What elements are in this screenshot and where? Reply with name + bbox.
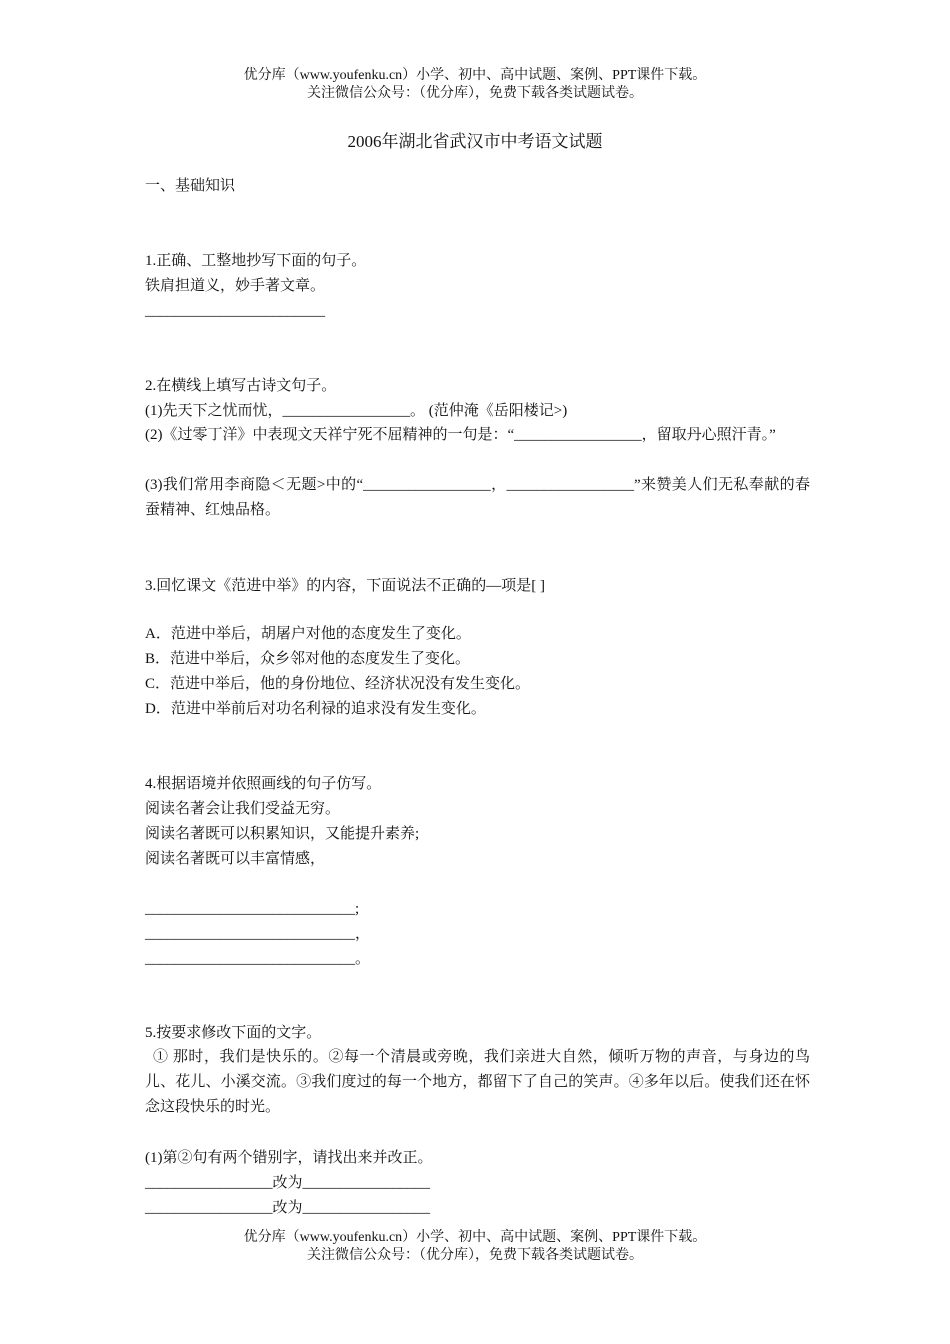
q5-stem: 5.按要求修改下面的文字。 [145,1025,322,1041]
q4-sample-line: 阅读名著会让我们受益无穷。 [145,801,341,817]
q4-stem: 4.根据语境并依照画线的句子仿写。 [145,776,382,792]
q2-part-3: (3)我们常用李商隐＜无题>中的“_________________，_________________”来赞美人们无私奉献的春蚕精神、红烛品格。 [145,477,810,518]
header-line-1: 优分库（www.youfenku.cn）小学、初中、高中试题、案例、PPT课件下载。 [243,68,707,83]
footer-line-1: 优分库（www.youfenku.cn）小学、初中、高中试题、案例、PPT课件下载。 [243,1230,707,1245]
q4-answer-blank-2: ____________________________， [145,926,371,942]
q3-option-d: D．范进中举前后对功名利禄的追求没有发生变化。 [145,701,486,717]
q5-correction-blank-2: _________________改为_________________ [145,1200,431,1216]
q3-stem: 3.回忆课文《范进中举》的内容，下面说法不正确的—项是[ ] [145,578,545,594]
q3-option-c: C．范进中举后，他的身份地位、经济状况没有发生变化。 [145,676,531,692]
q3-option-b: B．范进中举后，众乡邻对他的态度发生了变化。 [145,651,471,667]
q4-answer-blank-3: ____________________________。 [145,951,371,967]
header-line-2: 关注微信公众号：（优分库），免费下载各类试题试卷。 [307,86,643,101]
q4-answer-blank-1: ____________________________; [145,901,360,917]
section-heading: 一、基础知识 [145,178,236,194]
q5-subquestion-1: (1)第②句有两个错别字，请找出来并改正。 [145,1150,433,1166]
page-footer [0,1229,950,1265]
document-title: 2006年湖北省武汉市中考语文试题 [347,132,603,151]
q5-passage: ① 那时，我们是快乐的。②每一个清晨或旁晚，我们亲进大自然，倾听万物的声音，与身边的鸟儿、花儿、小溪交流。③我们度过的每一个地方，都留下了自己的笑声。④多年以后。使我们还在怀念这段快乐的时光。 [145,1049,810,1115]
q4-prompt-line: 阅读名著既可以丰富情感， [145,851,326,867]
q1-answer-blank: ________________________ [145,303,325,319]
q1-stem: 1.正确、工整地抄写下面的句子。 [145,253,367,269]
q1-sentence: 铁肩担道义，妙手著文章。 [145,278,326,294]
page-header [0,67,950,103]
footer-line-2: 关注微信公众号：（优分库），免费下载各类试题试卷。 [307,1248,643,1263]
q2-part-1: (1)先天下之忧而忧，_________________。 (范仲淹《岳阳楼记>) [145,403,568,419]
q4-underlined-sentence: 阅读名著既可以积累知识，又能提升素养; [145,826,420,842]
q3-option-a: A．范进中举后，胡屠户对他的态度发生了变化。 [145,626,471,642]
q2-stem: 2.在横线上填写古诗文句子。 [145,378,337,394]
q2-part-2: (2)《过零丁洋》中表现文天祥宁死不屈精神的一句是：“_________________，留取丹心照汗青。” [145,427,776,443]
q5-correction-blank-1: _________________改为_________________ [145,1175,431,1191]
